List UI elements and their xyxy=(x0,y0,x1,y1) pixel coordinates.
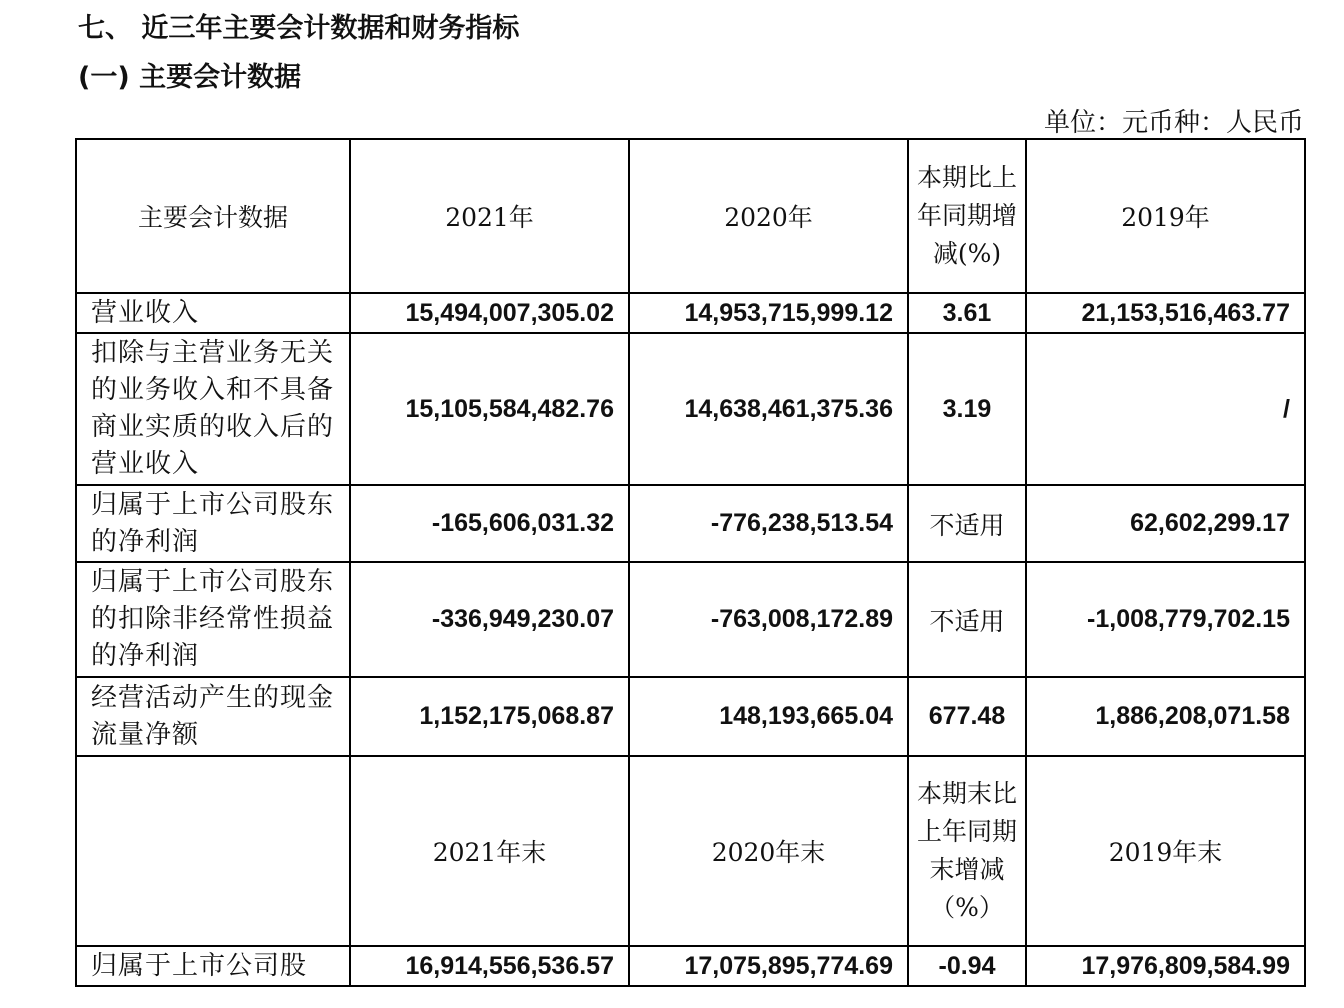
section-title: 七、 近三年主要会计数据和财务指标 xyxy=(78,13,520,44)
header-2021: 2021年 xyxy=(350,139,629,293)
cell-2019: 21,153,516,463.77 xyxy=(1026,293,1305,333)
header2-2019: 2019年末 xyxy=(1026,756,1305,946)
accounting-data-table xyxy=(75,138,1306,987)
header-2019: 2019年 xyxy=(1026,139,1305,293)
cell-change: 不适用 xyxy=(908,485,1026,562)
cell-2020: -763,008,172.89 xyxy=(629,562,908,677)
cell-2021: -336,949,230.07 xyxy=(350,562,629,677)
table-header-row xyxy=(76,139,1305,293)
cell-2020: 14,953,715,999.12 xyxy=(629,293,908,333)
table-row xyxy=(76,485,1305,562)
cell-2021: 16,914,556,536.57 xyxy=(350,946,629,986)
header2-2020: 2020年末 xyxy=(629,756,908,946)
table-row xyxy=(76,946,1305,986)
table-row xyxy=(76,562,1305,677)
header-label: 主要会计数据 xyxy=(76,139,350,293)
cell-2021: 15,105,584,482.76 xyxy=(350,333,629,485)
cell-change: 不适用 xyxy=(908,562,1026,677)
header-2020: 2020年 xyxy=(629,139,908,293)
cell-2019: -1,008,779,702.15 xyxy=(1026,562,1305,677)
cell-2020: 17,075,895,774.69 xyxy=(629,946,908,986)
cell-2020: 148,193,665.04 xyxy=(629,677,908,756)
row-label: 营业收入 xyxy=(76,293,350,333)
row-label: 归属于上市公司股东的扣除非经常性损益的净利润 xyxy=(76,562,350,677)
table-row xyxy=(76,333,1305,485)
table-row xyxy=(76,677,1305,756)
header2-2021: 2021年末 xyxy=(350,756,629,946)
cell-change: 3.61 xyxy=(908,293,1026,333)
cell-2019: 1,886,208,071.58 xyxy=(1026,677,1305,756)
cell-2021: -165,606,031.32 xyxy=(350,485,629,562)
cell-2019: / xyxy=(1026,333,1305,485)
row-label: 经营活动产生的现金流量净额 xyxy=(76,677,350,756)
row-label: 归属于上市公司股 xyxy=(76,946,350,986)
cell-change: 3.19 xyxy=(908,333,1026,485)
cell-2021: 15,494,007,305.02 xyxy=(350,293,629,333)
header2-change: 本期末比上年同期末增减（%） xyxy=(908,756,1026,946)
table-header-row-2 xyxy=(76,756,1305,946)
row-label: 归属于上市公司股东的净利润 xyxy=(76,485,350,562)
header-change: 本期比上年同期增减(%) xyxy=(908,139,1026,293)
cell-2019: 62,602,299.17 xyxy=(1026,485,1305,562)
cell-change: -0.94 xyxy=(908,946,1026,986)
cell-2019: 17,976,809,584.99 xyxy=(1026,946,1305,986)
cell-2021: 1,152,175,068.87 xyxy=(350,677,629,756)
sub-title: (一) 主要会计数据 xyxy=(78,62,302,93)
table-row xyxy=(76,293,1305,333)
cell-2020: 14,638,461,375.36 xyxy=(629,333,908,485)
cell-2020: -776,238,513.54 xyxy=(629,485,908,562)
row-label: 扣除与主营业务无关的业务收入和不具备商业实质的收入后的营业收入 xyxy=(76,333,350,485)
cell-change: 677.48 xyxy=(908,677,1026,756)
header2-label xyxy=(76,756,350,946)
unit-note: 单位：元币种：人民币 xyxy=(1043,108,1304,138)
